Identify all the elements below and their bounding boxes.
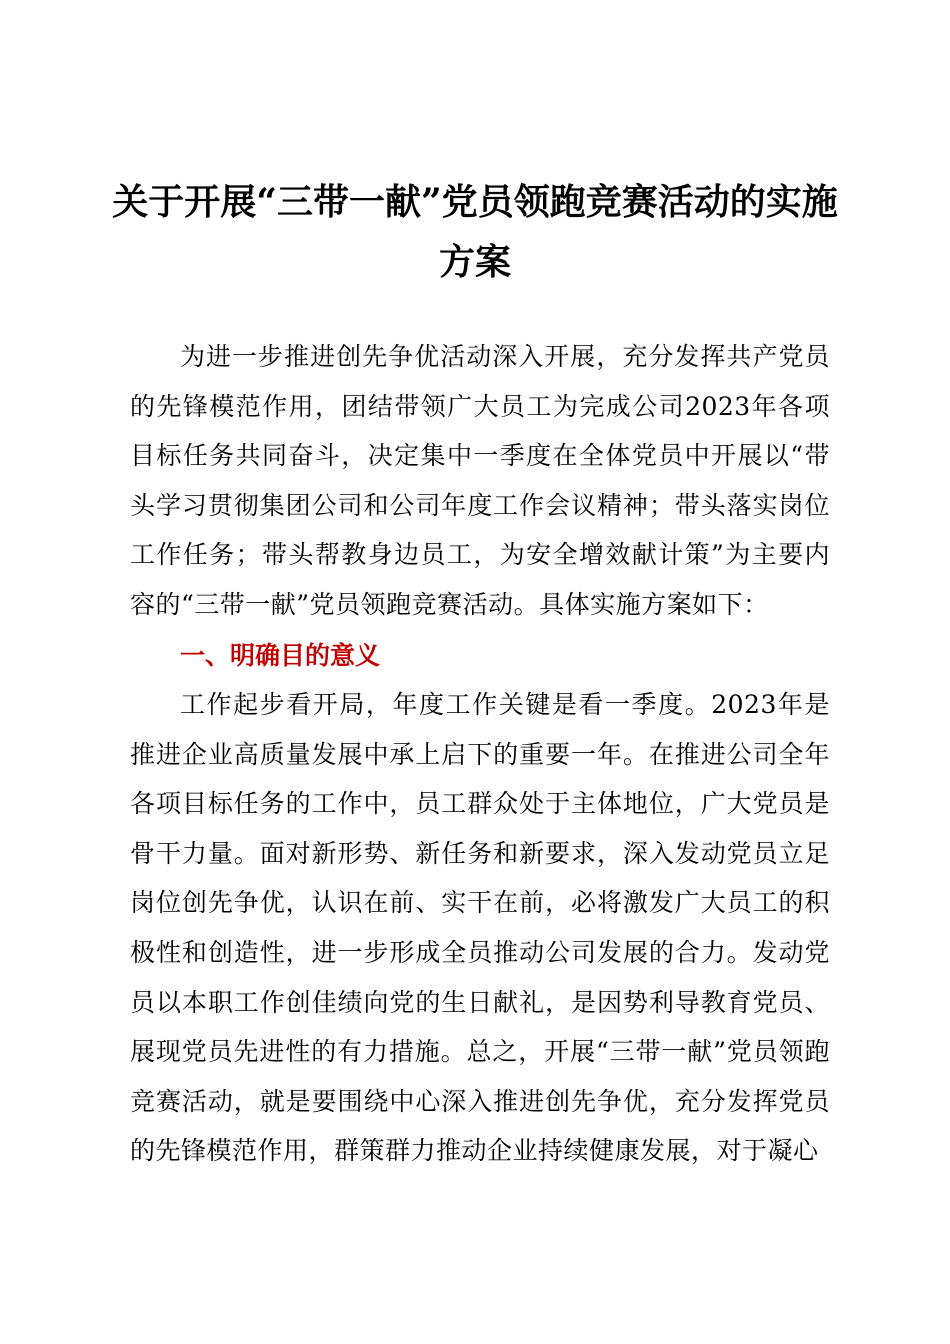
intro-paragraph: 为进一步推进创先争优活动深入开展，充分发挥共产党员的先锋模范作用，团结带领广大员工为完成公司2023年各项目标任务共同奋斗，决定集中一季度在全体党员中开展以“带头学习贯彻集团公司和公司年度工作会议精神；带头落实岗位工作任务；带头帮教身边员工，为安全增效献计策”为主要内容的“三带一献”党员领跑竞赛活动。具体实施方案如下： xyxy=(130,342,830,619)
section-heading-purpose: 一、明确目的意义 xyxy=(180,641,381,670)
document-title: 关于开展“三带一献”党员领跑竞赛活动的实施方案 xyxy=(112,181,838,283)
section-paragraph-purpose: 工作起步看开局，年度工作关键是看一季度。2023年是推进企业高质量发展中承上启下的重要一年。在推进公司全年各项目标任务的工作中，员工群众处于主体地位，广大党员是骨干力量。面对新形势、新任务和新要求，深入发动党员立足岗位创先争优，认识在前、实干在前，必将激发广大员工的积极性和创造性，进一步形成全员推动公司发展的合力。发动党员以本职工作创佳绩向党的生日献礼，是因势利导教育党员、展现党员先进性的有力措施。总之，开展“三带一献”党员领跑竞赛活动，就是要围绕中心深入推进创先争优，充分发挥党员的先锋模范作用，群策群力推动企业持续健康发展，对于凝心 xyxy=(130,690,830,1166)
